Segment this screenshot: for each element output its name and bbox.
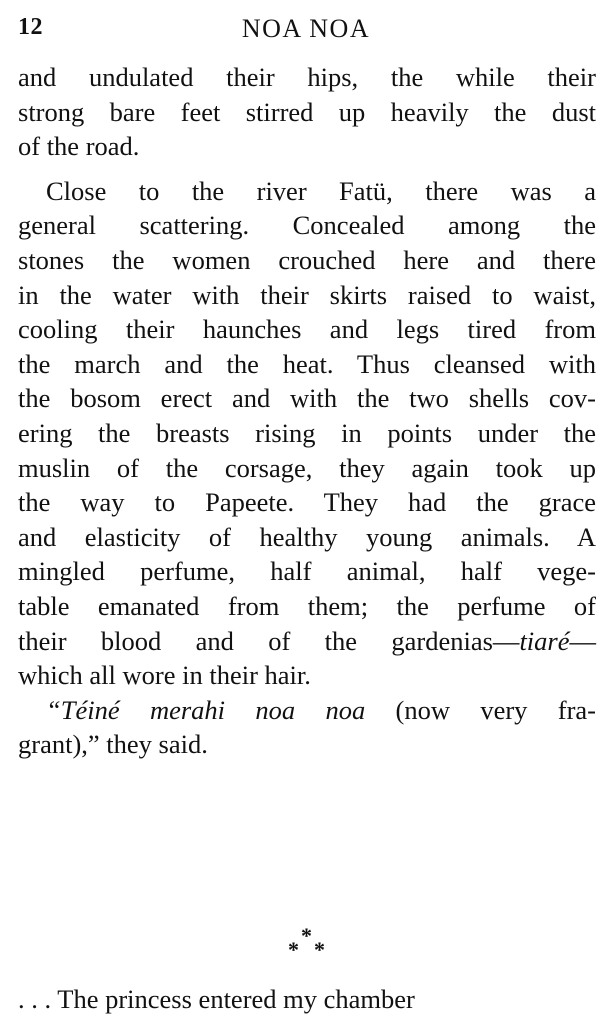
running-title: NOA NOA xyxy=(241,14,371,43)
italic-word: tiaré xyxy=(519,625,570,656)
italic-quote: “Téiné merahi noa noa xyxy=(46,694,366,725)
text-line: and elasticity of healthy young animals. A xyxy=(18,521,596,552)
body-text xyxy=(18,60,596,762)
asterisk: * xyxy=(288,937,299,962)
text-line: muslin of the corsage, they again took up xyxy=(18,452,596,483)
text-line: cooling their haunches and legs tired from xyxy=(18,314,596,345)
text-line: mingled perfume, half animal, half vege- xyxy=(18,556,596,587)
text-line: Close to the river Fatü, there was a xyxy=(46,175,596,206)
text-segment: — xyxy=(569,625,596,656)
text-segment: their blood and of the gardenias— xyxy=(18,625,520,656)
text-line: general scattering. Concealed among the xyxy=(18,210,596,241)
text-line: and undulated their hips, the while their xyxy=(18,62,596,92)
text-line: in the water with their skirts raised to waist, xyxy=(18,279,596,310)
text-line: the bosom erect and with the two shells cov- xyxy=(18,383,596,414)
page-header xyxy=(18,14,594,50)
text-line: strong bare feet stirred up heavily the dust xyxy=(18,96,596,127)
text-line: the march and the heat. Thus cleansed with xyxy=(18,348,596,379)
text-line: table emanated from them; the perfume of xyxy=(18,590,596,621)
text-line-with-italic xyxy=(18,624,596,659)
paragraph-3 xyxy=(18,693,596,762)
paragraph-1 xyxy=(18,60,596,164)
text-line: grant),” they said. xyxy=(18,729,208,760)
text-line: which all wore in their hair. xyxy=(18,660,311,691)
final-text-line: . . . The princess entered my chamber xyxy=(18,984,415,1014)
text-segment: (now very fra- xyxy=(365,694,596,725)
text-line: of the road. xyxy=(18,131,140,162)
asterisk: * xyxy=(314,937,325,962)
section-break-asterisks xyxy=(0,925,612,965)
asterisk: * xyxy=(301,923,312,948)
paragraph-2 xyxy=(18,174,596,693)
text-line: stones the women crouched here and there xyxy=(18,244,596,275)
text-line: ering the breasts rising in points under the xyxy=(18,417,596,448)
text-line: the way to Papeete. They had the grace xyxy=(18,487,596,518)
quote-line xyxy=(18,693,596,728)
page-number: 12 xyxy=(18,14,43,40)
